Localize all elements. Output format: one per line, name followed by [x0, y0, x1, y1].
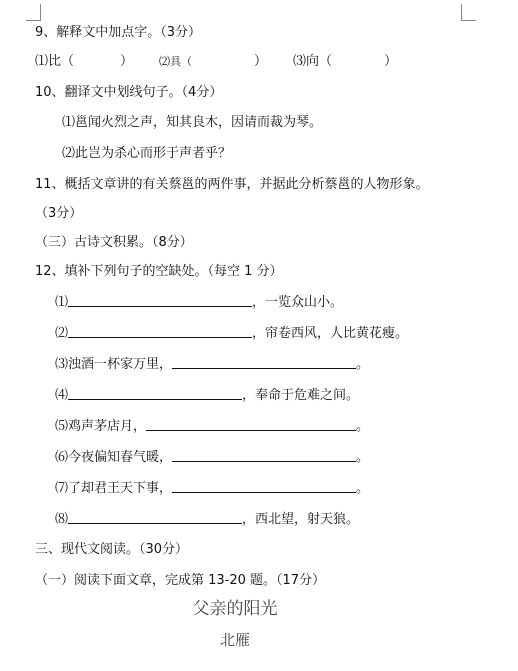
part-3-heading: 三、现代文阅读。（30分）	[35, 542, 189, 557]
fill-line-8	[55, 509, 359, 529]
fill-5-prefix: ⑸鸡声茅店月，	[55, 419, 147, 434]
fill-3-prefix: ⑶浊酒一杯家万里，	[55, 357, 173, 372]
item-3-label: ⑶向（	[293, 54, 333, 69]
blank-4[interactable]	[68, 385, 242, 400]
blank-5[interactable]	[146, 416, 356, 431]
fill-line-3	[55, 354, 369, 374]
question-11-score: （3分）	[35, 206, 83, 221]
question-10-sentence-2: ⑵此岂为杀心而形于声者乎？	[62, 146, 232, 161]
article-author: 北雁	[219, 631, 250, 649]
fill-6-prefix: ⑹今夜偏知春气暖，	[55, 450, 173, 465]
fill-line-5	[55, 416, 369, 436]
item-3-close: ）	[384, 54, 398, 69]
article-title: 父亲的阳光	[192, 599, 278, 619]
item-1-close: ）	[120, 54, 134, 69]
fill-2-suffix: ，帘卷西风，人比黄花瘦。	[252, 326, 409, 341]
question-10-prompt: 10、翻译文中划线句子。（4分）	[35, 85, 223, 100]
item-1-label: ⑴比（	[35, 54, 75, 69]
fill-8-suffix: ，西北望，射天狼。	[242, 512, 360, 527]
fill-3-suffix: 。	[356, 357, 370, 372]
subsection-1-heading: （一）阅读下面文章，完成第 13-20 题。（17分）	[35, 573, 326, 588]
fill-1-prefix: ⑴	[55, 295, 69, 310]
fill-4-prefix: ⑷	[55, 388, 69, 403]
fill-line-2	[55, 323, 408, 343]
fill-line-7	[55, 478, 369, 498]
fill-7-prefix: ⑺了却君王天下事，	[55, 481, 173, 496]
fill-4-suffix: ，奉命于危难之间。	[242, 388, 360, 403]
question-9-prompt: 9、解释文中加点字。（3分）	[35, 25, 202, 40]
page-corner-mark-right	[461, 4, 476, 21]
question-11-prompt: 11、概括文章讲的有关蔡邕的两件事，并据此分析蔡邕的人物形象。	[35, 177, 429, 192]
question-9-items	[35, 53, 397, 71]
fill-6-suffix: 。	[356, 450, 370, 465]
fill-5-suffix: 。	[356, 419, 370, 434]
blank-2[interactable]	[68, 323, 252, 338]
fill-line-4	[55, 385, 359, 405]
fill-line-6	[55, 447, 369, 467]
fill-2-prefix: ⑵	[55, 326, 69, 341]
question-10-sentence-1: ⑴邕闻火烈之声，知其良木，因请而裁为琴。	[62, 115, 323, 130]
section-3-heading: （三）古诗文积累。（8分）	[35, 235, 193, 250]
page-corner-mark-left	[26, 4, 41, 21]
fill-7-suffix: 。	[356, 481, 370, 496]
fill-1-suffix: ，一览众山小。	[252, 295, 344, 310]
item-2-close: ）	[254, 54, 268, 69]
blank-8[interactable]	[68, 509, 242, 524]
item-2-label: ⑵具（	[159, 55, 193, 68]
blank-7[interactable]	[172, 478, 356, 493]
blank-1[interactable]	[68, 292, 252, 307]
question-12-prompt: 12、填补下列句子的空缺处。（每空 1 分）	[35, 264, 283, 279]
blank-6[interactable]	[172, 447, 356, 462]
fill-line-1	[55, 292, 343, 312]
blank-3[interactable]	[172, 354, 356, 369]
fill-8-prefix: ⑻	[55, 512, 69, 527]
